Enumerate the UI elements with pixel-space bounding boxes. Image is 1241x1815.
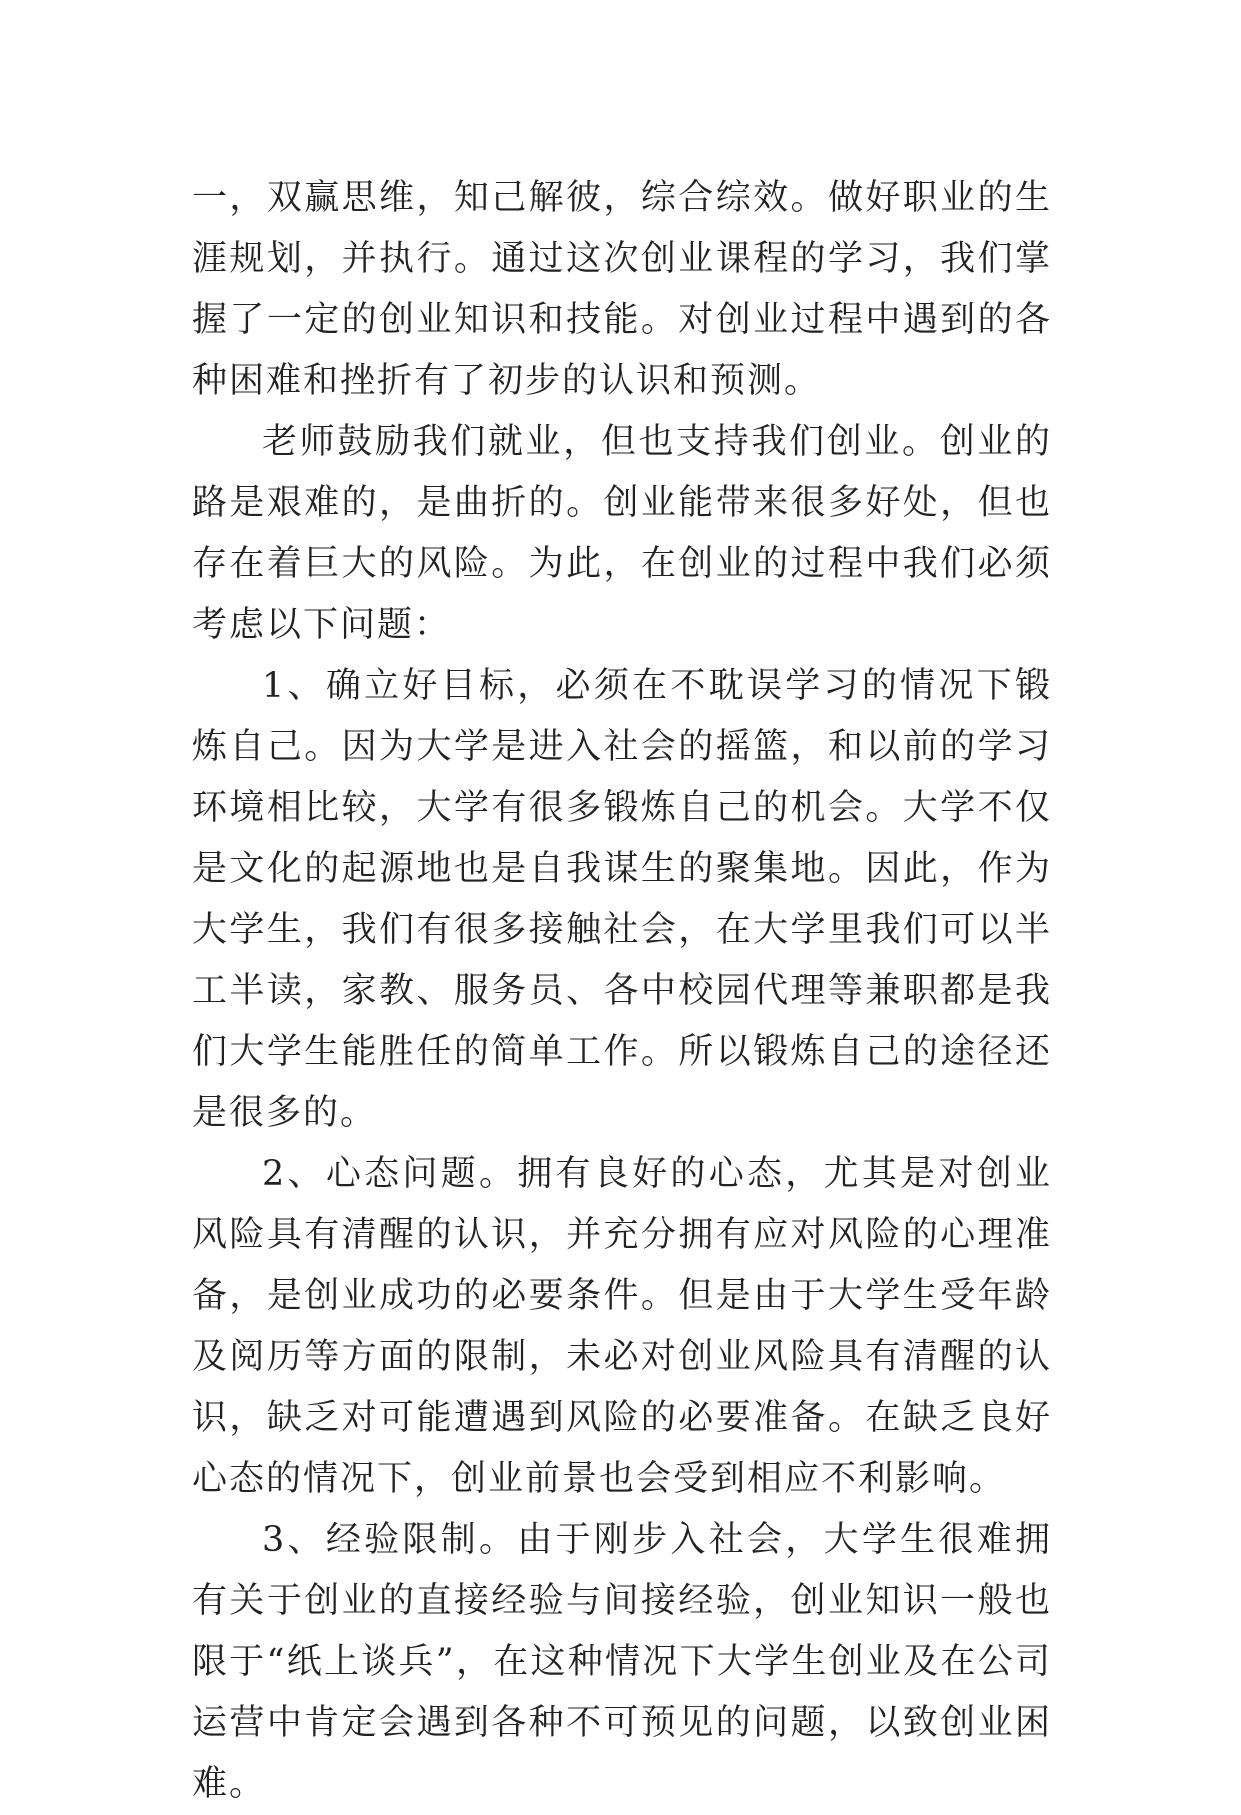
- paragraph-2: 老师鼓励我们就业，但也支持我们创业。创业的路是艰难的，是曲折的。创业能带来很多好处，但也存在着巨大的风险。为此，在创业的过程中我们必须考虑以下问题：: [192, 422, 1052, 645]
- paragraph-4: 2、心态问题。拥有良好的心态，尤其是对创业风险具有清醒的认识，并充分拥有应对风险的心理准备，是创业成功的必要条件。但是由于大学生受年龄及阅历等方面的限制，未必对创业风险具有清醒的认识，缺乏对可能遭遇到风险的必要准备。在缺乏良好心态的情况下，创业前景也会受到相应不利影响。: [192, 1154, 1052, 1499]
- document-body: [192, 168, 1052, 1815]
- paragraph-5: 3、经验限制。由于刚步入社会，大学生很难拥有关于创业的直接经验与间接经验，创业知识一般也限于“纸上谈兵”，在这种情况下大学生创业及在公司运营中肯定会遇到各种不可预见的问题，以致创业困难。: [192, 1520, 1052, 1804]
- paragraph-1: 一，双赢思维，知己解彼，综合综效。做好职业的生涯规划，并执行。通过这次创业课程的学习，我们掌握了一定的创业知识和技能。对创业过程中遇到的各种困难和挫折有了初步的认识和预测。: [192, 178, 1052, 401]
- paragraph-3: 1、确立好目标，必须在不耽误学习的情况下锻炼自己。因为大学是进入社会的摇篮，和以前的学习环境相比较，大学有很多锻炼自己的机会。大学不仅是文化的起源地也是自我谋生的聚集地。因此，作为大学生，我们有很多接触社会，在大学里我们可以半工半读，家教、服务员、各中校园代理等兼职都是我们大学生能胜任的简单工作。所以锻炼自己的途径还是很多的。: [192, 666, 1052, 1133]
